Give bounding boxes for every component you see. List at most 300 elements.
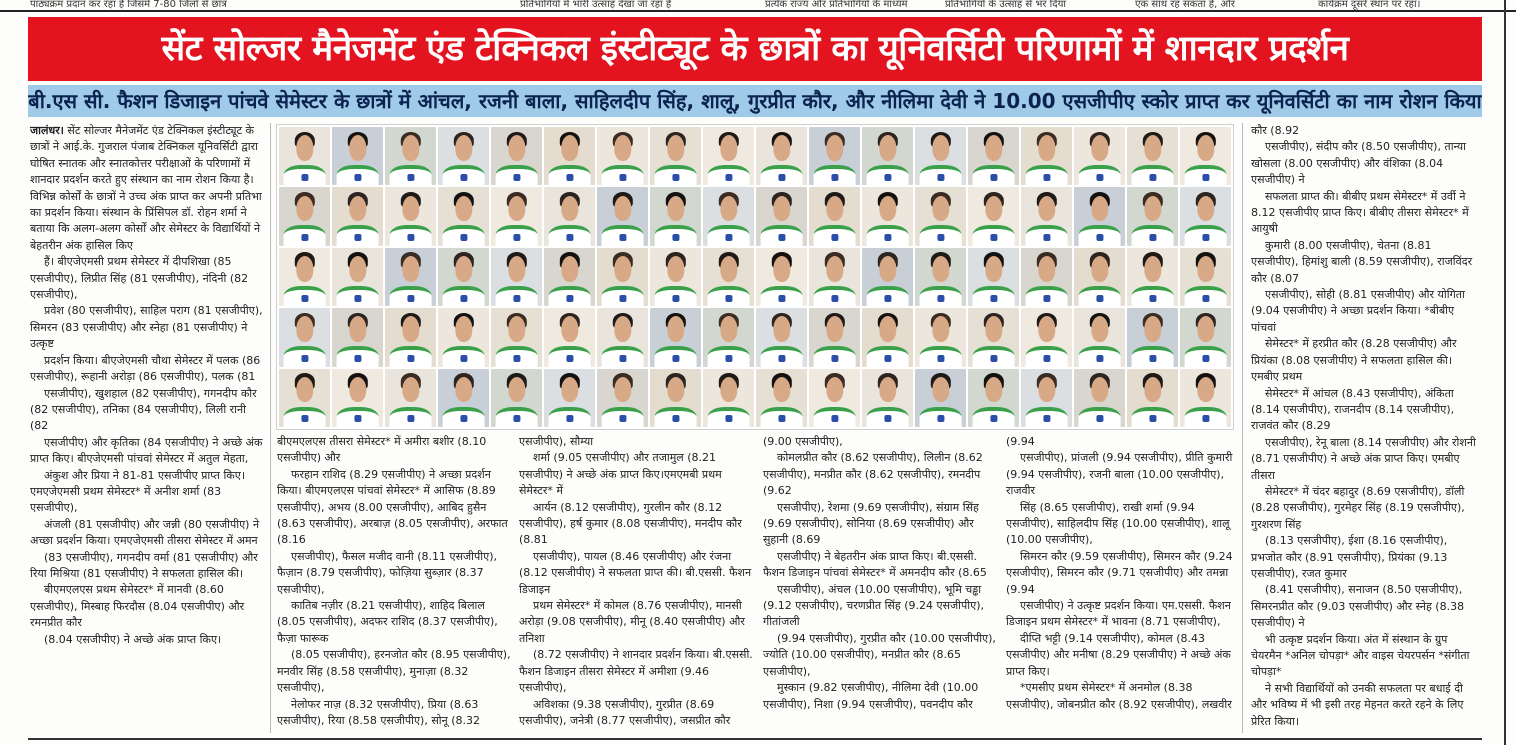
student-photo-face — [773, 196, 790, 222]
student-photo — [544, 308, 595, 366]
strip-text-2: प्रतिभागियों में भारी उत्साह देखा जा रहा है — [520, 0, 672, 10]
student-photo — [438, 308, 489, 366]
student-photo — [650, 187, 701, 245]
uniform-badge-icon — [672, 415, 679, 422]
uniform-badge-icon — [884, 415, 891, 422]
student-photo-face — [879, 256, 896, 282]
uniform-badge-icon — [884, 355, 891, 362]
uniform-badge-icon — [1149, 415, 1156, 422]
paragraph: अंकुश और प्रिया ने 81-81 एसजीपीए प्राप्त किए। एमएजेएमसी प्रथम सेमेस्टर* में अनीश शर्मा (83 एसजीपीए), — [30, 468, 245, 515]
paragraph: ने सभी विद्यार्थियों को उनकी सफलता पर बधाई दी और भविष्य में भी इसी तरह मेहनत करते रहने के लिए प्रेरित किया। — [1251, 681, 1464, 728]
student-photo-face — [720, 256, 737, 282]
student-photo-face — [1091, 377, 1108, 403]
student-photo-face — [614, 135, 631, 161]
student-photo — [491, 248, 542, 306]
student-photo-face — [826, 135, 843, 161]
student-photo-face — [508, 256, 525, 282]
student-photo-face — [455, 196, 472, 222]
student-photo-grid — [276, 124, 1234, 430]
bottom-divider — [28, 738, 1482, 740]
uniform-badge-icon — [1096, 234, 1103, 241]
student-photo-face — [720, 196, 737, 222]
student-photo-face — [720, 377, 737, 403]
paragraph: (8.05 एसजीपीए), हरनजोत कौर (8.95 एसजीपीए), मनवीर सिंह (8.58 एसजीपीए), मुनाज़ा (8.32 एसजीपीए), — [277, 648, 511, 695]
uniform-badge-icon — [619, 174, 626, 181]
student-photo-face — [1144, 316, 1161, 342]
paragraph: एसजीपीए) और कृतिका (84 एसजीपीए) ने अच्छे अंक प्राप्त किए। बीएजेएमसी पांचवां सेमेस्टर में अतुल मेहता, — [30, 435, 263, 466]
student-photo — [862, 369, 913, 427]
student-photo-face — [773, 135, 790, 161]
uniform-badge-icon — [301, 174, 308, 181]
student-photo-face — [879, 135, 896, 161]
paragraph: बीएमएलएस प्रथम सेमेस्टर* में मानवी (8.60 एसजीपीए), मिस्बाह फिरदौस (8.04 एसजीपीए) और रमनप्रीत कौर — [30, 583, 245, 630]
student-photo-face — [402, 377, 419, 403]
uniform-badge-icon — [990, 295, 997, 302]
uniform-badge-icon — [725, 234, 732, 241]
uniform-badge-icon — [619, 415, 626, 422]
student-photo-face — [1038, 377, 1055, 403]
student-photo — [1021, 127, 1072, 185]
student-photo-face — [508, 135, 525, 161]
paragraph: प्रवेश (80 एसजीपीए), साहिल पराग (81 एसजीपीए), सिमरन (83 एसजीपीए) और स्नेहा (81 एसजीपीए) ने उत्कृष्ट — [30, 304, 263, 351]
article-column-1 — [30, 123, 264, 733]
paragraph: आर्यन (8.12 एसजीपीए), गुरलीन कौर (8.12 एसजीपीए), हर्ष कुमार (8.08 एसजीपीए), मनदीप कौर (8.81 — [519, 500, 742, 547]
uniform-badge-icon — [990, 234, 997, 241]
uniform-badge-icon — [566, 415, 573, 422]
student-photo-face — [1038, 135, 1055, 161]
student-photo — [1127, 187, 1178, 245]
column-divider — [270, 123, 271, 733]
student-photo-face — [1144, 256, 1161, 282]
student-photo-face — [508, 316, 525, 342]
headline: सेंट सोल्जर मैनेजमेंट एंड टेक्निकल इंस्टीट्यूट के छात्रों का यूनिवर्सिटी परिणामों में शानदार प्रदर्शन — [28, 17, 1482, 81]
student-photo-face — [720, 316, 737, 342]
uniform-badge-icon — [1202, 355, 1209, 362]
uniform-badge-icon — [1202, 174, 1209, 181]
student-photo-face — [455, 256, 472, 282]
uniform-badge-icon — [937, 295, 944, 302]
paragraph: नेलोफर नाज़ (8.32 एसजीपीए), प्रिया (8.63 एसजीपीए), रिया (8.58 एसजीपीए), सोनू (8.32 — [277, 697, 481, 727]
student-photo — [1180, 248, 1231, 306]
student-photo-face — [985, 316, 1002, 342]
strip-text-4: प्रतिभागियों के उत्साह से भर दिया — [945, 0, 1066, 10]
student-photo-face — [879, 196, 896, 222]
paragraph: सफलता प्राप्त की। बीबीए प्रथम सेमेस्टर* में उर्वी ने 8.12 एसजीपीए प्राप्त किए। बीबीए तीसरा सेमेस्टर* में आयुषी — [1251, 189, 1469, 236]
student-photo — [385, 127, 436, 185]
student-photo — [1021, 187, 1072, 245]
student-photo — [862, 187, 913, 245]
student-photo — [703, 127, 754, 185]
student-photo-face — [932, 316, 949, 342]
uniform-badge-icon — [672, 174, 679, 181]
strip-text-5: एक साथ रह सकता है, और — [1135, 0, 1235, 10]
uniform-badge-icon — [407, 415, 414, 422]
paragraph: हैं। बीएजेएमसी प्रथम सेमेस्टर में दीपशिखा (85 एसजीपीए), लिप्रीत सिंह (81 एसजीपीए), नंदिनी (82 एसजीपीए), — [30, 255, 249, 302]
student-photo — [1127, 248, 1178, 306]
student-photo — [544, 187, 595, 245]
student-photo — [915, 248, 966, 306]
student-photo — [1021, 369, 1072, 427]
uniform-badge-icon — [1043, 355, 1050, 362]
uniform-badge-icon — [301, 415, 308, 422]
paragraph: एसजीपीए), प्रांजली (9.94 एसजीपीए), प्रीति कुमारी (9.94 एसजीपीए), रजनी बाला (10.00 एसजीपीए), राजवीर — [1006, 451, 1233, 498]
student-photo-face — [1091, 316, 1108, 342]
student-photo — [332, 248, 383, 306]
student-photo — [544, 127, 595, 185]
student-photo-face — [1144, 196, 1161, 222]
uniform-badge-icon — [725, 295, 732, 302]
student-photo-face — [402, 135, 419, 161]
student-photo — [1127, 127, 1178, 185]
uniform-badge-icon — [1043, 234, 1050, 241]
uniform-badge-icon — [778, 295, 785, 302]
student-photo-face — [1091, 256, 1108, 282]
uniform-badge-icon — [1096, 355, 1103, 362]
article-column-3 — [519, 434, 753, 734]
student-photo — [968, 369, 1019, 427]
uniform-badge-icon — [513, 174, 520, 181]
uniform-badge-icon — [513, 415, 520, 422]
student-photo-face — [932, 135, 949, 161]
paragraph: एसजीपीए), सौम्या — [519, 435, 594, 448]
student-photo — [597, 369, 648, 427]
student-photo — [1074, 127, 1125, 185]
student-photo-face — [720, 135, 737, 161]
uniform-badge-icon — [513, 295, 520, 302]
student-photo — [809, 127, 860, 185]
student-photo — [968, 308, 1019, 366]
paragraph-text: सेंट सोल्जर मैनेजमेंट एंड टेक्निकल इंस्टीट्यूट के छात्रों ने आई.के. गुजराल पंजाब टेक्निकल यूनिवर्सिटी द्वारा घोषित स्नातक और स्नातकोत्तर परीक्षाओं के परिणामों में शानदार प्रदर्शन करते हुए संस्थान का नाम रोशन किया है। विभिन्न कोर्सों के छात्रों ने उच्च अंक प्राप्त कर अपनी प्रतिभा का प्रदर्शन किया। संस्थान के प्रिंसिपल डॉ. रोहन शर्मा ने बताया कि अलग-अलग कोर्सों और सेमेस्टर के विद्यार्थियों ने बेहतरीन अंक हासिल किए — [30, 124, 262, 252]
student-photo-face — [614, 377, 631, 403]
article-column-2 — [277, 434, 511, 734]
uniform-badge-icon — [566, 295, 573, 302]
paragraph: फरहान राशिद (8.29 एसजीपीए) ने अच्छा प्रदर्शन किया। बीएमएलएस पांचवां सेमेस्टर* में आसिफ (8.89 एसजीपीए), अभय (8.00 एसजीपीए), आबिद हुसैन (8.63 एसजीपीए), अरबाज़ (8.05 एसजीपीए), अरफात (8.16 — [277, 467, 508, 547]
uniform-badge-icon — [937, 415, 944, 422]
student-photo-face — [1197, 196, 1214, 222]
right-border — [1504, 0, 1506, 745]
uniform-badge-icon — [301, 234, 308, 241]
student-photo-face — [1197, 256, 1214, 282]
uniform-badge-icon — [937, 355, 944, 362]
uniform-badge-icon — [407, 355, 414, 362]
student-photo — [332, 369, 383, 427]
uniform-badge-icon — [460, 415, 467, 422]
uniform-badge-icon — [1096, 174, 1103, 181]
paragraph: एसजीपीए) ने उत्कृष्ट प्रदर्शन किया। एम.एससी. फैशन डिजाइन प्रथम सेमेस्टर* में भावना (8.71 एसजीपीए), — [1006, 599, 1231, 629]
student-photo-face — [667, 316, 684, 342]
student-photo-face — [561, 316, 578, 342]
paragraph: दीप्ति भट्टी (9.14 एसजीपीए), कोमल (8.43 एसजीपीए) और मनीषा (8.29 एसजीपीए) ने अच्छे अंक प्राप्त किए। — [1006, 631, 1231, 678]
uniform-badge-icon — [354, 415, 361, 422]
student-photo — [968, 187, 1019, 245]
student-photo-face — [773, 377, 790, 403]
paragraph: (8.72 एसजीपीए) ने शानदार प्रदर्शन किया। बी.एससी. फैशन डिजाइन तीसरा सेमेस्टर में अमीशा (9.46 एसजीपीए), — [519, 648, 753, 695]
student-photo — [438, 127, 489, 185]
student-photo — [332, 308, 383, 366]
student-photo — [438, 369, 489, 427]
uniform-badge-icon — [831, 174, 838, 181]
paragraph: कातिब नज़ीर (8.21 एसजीपीए), शाहिद बिलाल (8.05 एसजीपीए), अदफर राशिद (8.37 एसजीपीए), फैज़ा फारूक — [277, 599, 498, 645]
student-photo — [862, 127, 913, 185]
student-photo-face — [561, 377, 578, 403]
student-photo — [385, 248, 436, 306]
uniform-badge-icon — [778, 415, 785, 422]
uniform-badge-icon — [1149, 295, 1156, 302]
student-photo-face — [614, 256, 631, 282]
student-photo — [279, 127, 330, 185]
student-photo-face — [455, 316, 472, 342]
uniform-badge-icon — [831, 234, 838, 241]
student-photo — [597, 127, 648, 185]
uniform-badge-icon — [354, 174, 361, 181]
student-photo-face — [667, 196, 684, 222]
uniform-badge-icon — [460, 174, 467, 181]
paragraph: प्रथम सेमेस्टर* में कोमल (8.76 एसजीपीए), मानसी अरोड़ा (9.08 एसजीपीए), मीनू (8.40 एसजीपीए) और तनिशा — [519, 599, 745, 645]
paragraph: *एमसीए प्रथम सेमेस्टर* में अनमोल (8.38 एसजीपीए), जोबनप्रीत कौर (8.92 एसजीपीए), लखवीर — [1006, 681, 1232, 711]
student-photo — [1180, 127, 1231, 185]
uniform-badge-icon — [990, 415, 997, 422]
uniform-badge-icon — [884, 295, 891, 302]
student-photo-face — [1197, 135, 1214, 161]
student-photo-face — [932, 256, 949, 282]
student-photo — [279, 248, 330, 306]
paragraph: बीएमएलएस तीसरा सेमेस्टर* में अमीरा बशीर (8.10 एसजीपीए) और — [277, 435, 487, 465]
uniform-badge-icon — [778, 355, 785, 362]
column-divider — [1242, 123, 1243, 733]
student-photo — [1127, 308, 1178, 366]
student-photo — [544, 248, 595, 306]
paragraph: (9.94 — [1006, 435, 1035, 448]
student-photo — [809, 187, 860, 245]
student-photo — [703, 187, 754, 245]
top-divider — [0, 10, 1516, 12]
student-photo — [809, 369, 860, 427]
uniform-badge-icon — [619, 234, 626, 241]
uniform-badge-icon — [778, 234, 785, 241]
paragraph: एसजीपीए), फैसल मजीद वानी (8.11 एसजीपीए), फैज़ान (8.79 एसजीपीए), फोज़िया सुब्ज़ार (8.37 एसजीपीए), — [277, 549, 497, 596]
student-photo-face — [296, 377, 313, 403]
uniform-badge-icon — [301, 295, 308, 302]
student-photo-face — [561, 256, 578, 282]
uniform-badge-icon — [354, 234, 361, 241]
uniform-badge-icon — [354, 295, 361, 302]
student-photo-face — [455, 135, 472, 161]
uniform-badge-icon — [672, 295, 679, 302]
student-photo — [915, 187, 966, 245]
student-photo — [491, 127, 542, 185]
uniform-badge-icon — [460, 355, 467, 362]
student-photo — [332, 127, 383, 185]
student-photo — [1180, 369, 1231, 427]
student-photo — [385, 369, 436, 427]
uniform-badge-icon — [937, 234, 944, 241]
student-photo — [279, 187, 330, 245]
uniform-badge-icon — [831, 415, 838, 422]
student-photo-face — [932, 377, 949, 403]
student-photo — [279, 369, 330, 427]
paragraph: सेमेस्टर* में आंचल (8.43 एसजीपीए), अंकिता (8.14 एसजीपीए), राजनदीप (8.14 एसजीपीए), राजवंत कौर (8.29 — [1251, 386, 1455, 433]
student-photo-face — [1038, 316, 1055, 342]
uniform-badge-icon — [1149, 234, 1156, 241]
student-photo — [756, 369, 807, 427]
paragraph: (9.00 एसजीपीए), — [763, 435, 843, 448]
student-photo-face — [561, 135, 578, 161]
student-photo — [756, 127, 807, 185]
uniform-badge-icon — [1202, 234, 1209, 241]
student-photo — [438, 248, 489, 306]
student-photo-face — [826, 377, 843, 403]
student-photo — [756, 187, 807, 245]
student-photo — [650, 248, 701, 306]
uniform-badge-icon — [513, 234, 520, 241]
student-photo-face — [349, 377, 366, 403]
student-photo — [1180, 187, 1231, 245]
student-photo — [862, 308, 913, 366]
paragraph: सिंह (8.65 एसजीपीए), राखी शर्मा (9.94 एसजीपीए), साहिलदीप सिंह (10.00 एसजीपीए), शालू (10.00 एसजीपीए), — [1006, 500, 1230, 547]
uniform-badge-icon — [566, 234, 573, 241]
student-photo — [1074, 248, 1125, 306]
student-photo-face — [932, 196, 949, 222]
paragraph: सेमेस्टर* में चंदर बहादुर (8.69 एसजीपीए), डॉली (8.28 एसजीपीए), गुरमेहर सिंह (8.19 एसजीपीए), गुरशरण सिंह — [1251, 484, 1465, 531]
student-photo-face — [561, 196, 578, 222]
student-photo-face — [879, 377, 896, 403]
student-photo-face — [773, 256, 790, 282]
student-photo — [1127, 369, 1178, 427]
student-photo-face — [826, 316, 843, 342]
student-photo-face — [508, 377, 525, 403]
student-photo-face — [455, 377, 472, 403]
student-photo-face — [985, 196, 1002, 222]
uniform-badge-icon — [1043, 415, 1050, 422]
paragraph: (8.04 एसजीपीए) ने अच्छे अंक प्राप्त किए। — [44, 632, 222, 646]
student-photo-face — [667, 256, 684, 282]
uniform-badge-icon — [778, 174, 785, 181]
uniform-badge-icon — [937, 174, 944, 181]
uniform-badge-icon — [354, 355, 361, 362]
student-photo — [385, 308, 436, 366]
uniform-badge-icon — [990, 174, 997, 181]
student-photo — [279, 308, 330, 366]
student-photo-face — [1144, 377, 1161, 403]
student-photo — [703, 369, 754, 427]
paragraph — [30, 123, 264, 254]
uniform-badge-icon — [619, 355, 626, 362]
student-photo-face — [296, 135, 313, 161]
student-photo — [756, 248, 807, 306]
student-photo — [915, 127, 966, 185]
student-photo-face — [826, 196, 843, 222]
student-photo — [491, 369, 542, 427]
student-photo — [650, 308, 701, 366]
paragraph: अविशका (9.38 एसजीपीए), गुरप्रीत (8.69 एसजीपीए), जनेत्री (8.77 एसजीपीए), जसप्रीत कौर — [519, 697, 731, 727]
paragraph: (8.13 एसजीपीए), ईशा (8.16 एसजीपीए), प्रभजोत कौर (8.91 एसजीपीए), प्रियंका (9.13 एसजीपीए), रजत कुमार — [1251, 534, 1448, 580]
student-photo-face — [667, 377, 684, 403]
paragraph: एसजीपीए), सोही (8.81 एसजीपीए) और योगिता (9.04 एसजीपीए) ने अच्छा प्रदर्शन किया। *बीबीए पांचवां — [1251, 288, 1465, 334]
strip-text-1: पाठ्यक्रम प्रदान कर रहा है जिसमें 7-80 जिलों से छात्र — [30, 0, 227, 10]
paragraph: (83 एसजीपीए), गगनदीप वर्मा (81 एसजीपीए) और रिया मिश्रिया (81 एसजीपीए) ने सफलता हासिल की। — [30, 550, 258, 580]
uniform-badge-icon — [513, 355, 520, 362]
paragraph: सेमेस्टर* में हरप्रीत कौर (8.28 एसजीपीए) और प्रियंका (8.08 एसजीपीए) ने सफलता हासिल की। एमबीए प्रथम — [1251, 337, 1457, 384]
student-photo — [597, 187, 648, 245]
uniform-badge-icon — [725, 415, 732, 422]
student-photo — [968, 127, 1019, 185]
student-photo-face — [402, 316, 419, 342]
uniform-badge-icon — [831, 295, 838, 302]
student-photo-face — [1038, 196, 1055, 222]
student-photo — [1074, 369, 1125, 427]
student-photo-face — [1144, 135, 1161, 161]
student-photo — [1074, 187, 1125, 245]
student-photo — [703, 308, 754, 366]
student-photo-face — [349, 316, 366, 342]
uniform-badge-icon — [1043, 295, 1050, 302]
student-photo — [1074, 308, 1125, 366]
paragraph: एसजीपीए), रेनू बाला (8.14 एसजीपीए) और रोशनी (8.71 एसजीपीए) ने अच्छे अंक प्राप्त किए। एमबीए तीसरा — [1251, 435, 1476, 482]
student-photo-face — [508, 196, 525, 222]
uniform-badge-icon — [1096, 415, 1103, 422]
article-column-5 — [1006, 434, 1234, 734]
paragraph: एसजीपीए), अंचल (10.00 एसजीपीए), भूमि चड्ढा (9.12 एसजीपीए), चरणप्रीत सिंह (9.24 एसजीपीए), गीतांजली — [763, 582, 984, 629]
student-photo — [968, 248, 1019, 306]
uniform-badge-icon — [1202, 295, 1209, 302]
paragraph: एसजीपीए), पायल (8.46 एसजीपीए) और रंजना (8.12 एसजीपीए) ने सफलता प्राप्त की। बी.एससी. फैशन डिजाइन — [519, 549, 752, 596]
uniform-badge-icon — [407, 174, 414, 181]
strip-text-6: कार्यक्रम दूसरे स्थान पर रहा। — [1318, 0, 1421, 10]
student-photo-face — [985, 135, 1002, 161]
uniform-badge-icon — [884, 174, 891, 181]
student-photo-face — [296, 256, 313, 282]
uniform-badge-icon — [831, 355, 838, 362]
student-photo-face — [296, 196, 313, 222]
student-photo — [438, 187, 489, 245]
uniform-badge-icon — [1202, 415, 1209, 422]
uniform-badge-icon — [1043, 174, 1050, 181]
paragraph: प्रदर्शन किया। बीएजेएमसी चौथा सेमेस्टर में पलक (86 एसजीपीए), रूहानी अरोड़ा (86 एसजीपीए), पलक (81 — [30, 353, 261, 384]
student-photo-face — [349, 256, 366, 282]
paragraph: एसजीपीए), रेशमा (9.69 एसजीपीए), संग्राम सिंह (9.69 एसजीपीए), सोनिया (8.69 एसजीपीए) और सुहानी (8.69 — [763, 500, 979, 547]
student-photo-face — [1091, 135, 1108, 161]
student-photo — [915, 308, 966, 366]
student-photo-face — [1197, 316, 1214, 342]
paragraph: कुमारी (8.00 एसजीपीए), चेतना (8.81 एसजीपीए), हिमांशु बाली (8.59 एसजीपीए), राजविंदर कौर (8.07 — [1251, 238, 1473, 285]
uniform-badge-icon — [990, 355, 997, 362]
uniform-badge-icon — [725, 174, 732, 181]
student-photo — [385, 187, 436, 245]
paragraph: सिमरन कौर (9.59 एसजीपीए), सिमरन कौर (9.24 एसजीपीए), सिमरन कौर (9.71 एसजीपीए) और तमन्ना (9.94 — [1006, 549, 1233, 596]
student-photo-face — [402, 256, 419, 282]
uniform-badge-icon — [1149, 174, 1156, 181]
student-photo — [491, 308, 542, 366]
uniform-badge-icon — [672, 355, 679, 362]
student-photo — [915, 369, 966, 427]
student-photo-face — [614, 196, 631, 222]
paragraph: एसजीपीए), खुशहाल (82 एसजीपीए), गगनदीप कौर (82 एसजीपीए), तनिका (84 एसजीपीए), लिली रानी (82 — [30, 386, 257, 433]
uniform-badge-icon — [725, 355, 732, 362]
paragraph: अंजली (81 एसजीपीए) और जन्नी (80 एसजीपीए) ने अच्छा प्रदर्शन किया। एमएजेएमसी तीसरा सेमेस्टर में अमन — [30, 517, 260, 548]
paragraph: शर्मा (9.05 एसजीपीए) और तजामुल (8.21 एसजीपीए) ने अच्छे अंक प्राप्त किए।एमएमबी प्रथम सेमेस्टर* में — [519, 451, 722, 498]
uniform-badge-icon — [1096, 295, 1103, 302]
article-column-4 — [763, 434, 997, 734]
uniform-badge-icon — [407, 295, 414, 302]
paragraph: कौर (8.92 — [1251, 124, 1300, 137]
student-photo-face — [985, 256, 1002, 282]
student-photo-face — [773, 316, 790, 342]
article-column-6 — [1251, 123, 1479, 733]
student-photo-face — [985, 377, 1002, 403]
student-photo — [1180, 308, 1231, 366]
student-photo — [491, 187, 542, 245]
student-photo — [650, 127, 701, 185]
